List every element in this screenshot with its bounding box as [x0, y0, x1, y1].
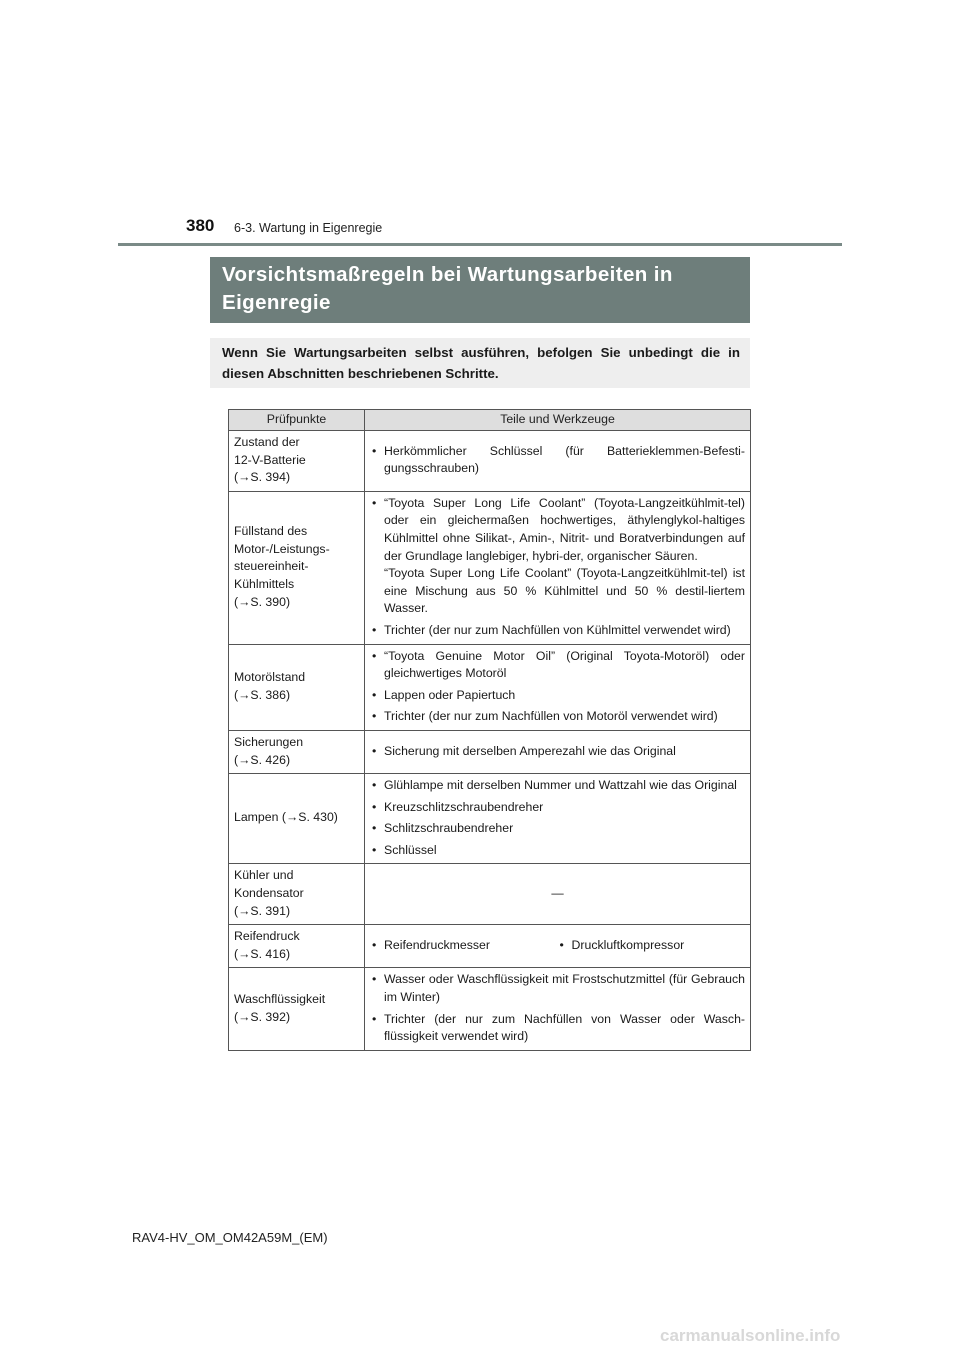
tool-item: • Trichter (der nur zum Nachfüllen von Wasser oder Wasch-flüssigkeit verwendet wird)	[370, 1011, 745, 1046]
checkpoint-line: Reifendruck	[234, 929, 300, 944]
checkpoint-line: Kondensator	[234, 886, 304, 901]
tools-cell	[365, 968, 751, 1050]
checkpoint-line: Kühlmittels	[234, 576, 295, 591]
page-title: Vorsichtsmaßregeln bei Wartungsarbeiten in Eigenregie	[222, 263, 673, 314]
title-banner	[210, 257, 750, 323]
table-row	[229, 491, 751, 644]
checkpoint-line: Motor-/Leistungs-	[234, 541, 330, 556]
tool-item: • Kreuzschlitzschraubendreher	[370, 799, 745, 817]
tool-item: • Trichter (der nur zum Nachfüllen von Motoröl verwendet wird)	[370, 708, 745, 726]
page-reference-link[interactable]: (→S. 390)	[234, 594, 291, 609]
table-row	[229, 968, 751, 1050]
table-row	[229, 864, 751, 925]
checkpoint-cell	[229, 644, 365, 730]
tool-item: • Trichter (der nur zum Nachfüllen von Kühlmittel verwendet wird)	[370, 622, 745, 640]
checkpoint-line: steuereinheit-	[234, 559, 309, 574]
checkpoint-cell	[229, 774, 365, 864]
intro-box	[210, 338, 750, 388]
page-reference-link[interactable]: Lampen (→S. 430)	[234, 810, 338, 825]
watermark: carmanualsonline.info	[660, 1326, 841, 1345]
checkpoint-line: Kühler und	[234, 868, 294, 883]
table-row	[229, 431, 751, 492]
tool-item: • “Toyota Genuine Motor Oil” (Original Toyota-Motoröl) oder gleichwertiges Motoröl	[370, 648, 745, 683]
section-reference: 6-3. Wartung in Eigenregie	[234, 221, 383, 235]
header-divider	[118, 243, 842, 246]
table-header-row	[229, 410, 751, 431]
checkpoint-cell	[229, 968, 365, 1050]
intro-text: Wenn Sie Wartungsarbeiten selbst ausführen, befolgen Sie unbedingt die in diesen Abschnitten beschriebenen Schritte.	[222, 345, 740, 381]
tool-item: • Glühlampe mit derselben Nummer und Wattzahl wie das Original	[370, 777, 745, 795]
checkpoint-line: Waschflüssigkeit	[234, 992, 326, 1007]
checkpoint-line: Füllstand des	[234, 524, 308, 539]
tool-item: • Reifendruckmesser	[370, 937, 558, 955]
tool-item: • Druckluftkompressor	[558, 937, 746, 955]
table-row	[229, 644, 751, 730]
column-header-checkpoints: Prüfpunkte	[229, 410, 365, 431]
page-reference-link[interactable]: (→S. 391)	[234, 903, 291, 918]
tool-item: • Sicherung mit derselben Amperezahl wie das Original	[370, 743, 745, 761]
page-reference-link[interactable]: (→S. 392)	[234, 1009, 291, 1024]
checkpoint-cell	[229, 730, 365, 773]
page-reference-link[interactable]: (→S. 416)	[234, 946, 291, 961]
checkpoint-line: Sicherungen	[234, 734, 304, 749]
table-row	[229, 774, 751, 864]
checkpoint-cell	[229, 491, 365, 644]
column-header-parts-tools: Teile und Werkzeuge	[365, 410, 751, 431]
page-reference-link[interactable]: (→S. 426)	[234, 752, 291, 767]
page-number: 380	[186, 216, 215, 235]
tool-item: • Lappen oder Papiertuch	[370, 687, 745, 705]
tool-item: • Schlitzschraubendreher	[370, 820, 745, 838]
tools-cell	[365, 644, 751, 730]
tool-item	[370, 495, 745, 618]
page-reference-link[interactable]: (→S. 394)	[234, 470, 291, 485]
tool-item-text: “Toyota Super Long Life Coolant” (Toyota-Langzeitkühlmit-tel) oder ein gleichermaßen hochwertiges, äthylenglykol-haltiges Kühlmittel ohne Silikat-, Amin-, Nitrit- und Boratverbindungen auf der Grundlage langlebiger, hybri-der, organischer Säuren.	[384, 495, 745, 563]
checkpoint-cell	[229, 925, 365, 968]
table-row	[229, 925, 751, 968]
page-reference-link[interactable]: (→S. 386)	[234, 687, 291, 702]
tools-cell-empty: —	[365, 864, 751, 925]
tools-cell	[365, 491, 751, 644]
tool-item-pair	[370, 937, 745, 955]
tools-cell	[365, 431, 751, 492]
checkpoint-cell	[229, 864, 365, 925]
tool-item: • Herkömmlicher Schlüssel (für Batterieklemmen-Befesti-gungsschrauben)	[370, 443, 745, 478]
checkpoint-line: Motorölstand	[234, 670, 306, 685]
tools-cell	[365, 925, 751, 968]
tools-cell	[365, 730, 751, 773]
table-row	[229, 730, 751, 773]
checkpoint-line: 12-V-Batterie	[234, 452, 306, 467]
checkpoint-line: Zustand der	[234, 435, 300, 449]
tools-cell	[365, 774, 751, 864]
tool-item-note: “Toyota Super Long Life Coolant” (Toyota-Langzeitkühlmit-tel) ist eine Mischung aus 50 % Kühlmittel und 50 % destil-liertem Wasser.	[384, 566, 745, 616]
tool-item: • Wasser oder Waschflüssigkeit mit Frostschutzmittel (für Gebrauch im Winter)	[370, 971, 745, 1006]
document-code: RAV4-HV_OM_OM42A59M_(EM)	[132, 1230, 328, 1245]
tool-item: • Schlüssel	[370, 842, 745, 860]
maintenance-table	[228, 409, 751, 1051]
checkpoint-cell	[229, 431, 365, 492]
